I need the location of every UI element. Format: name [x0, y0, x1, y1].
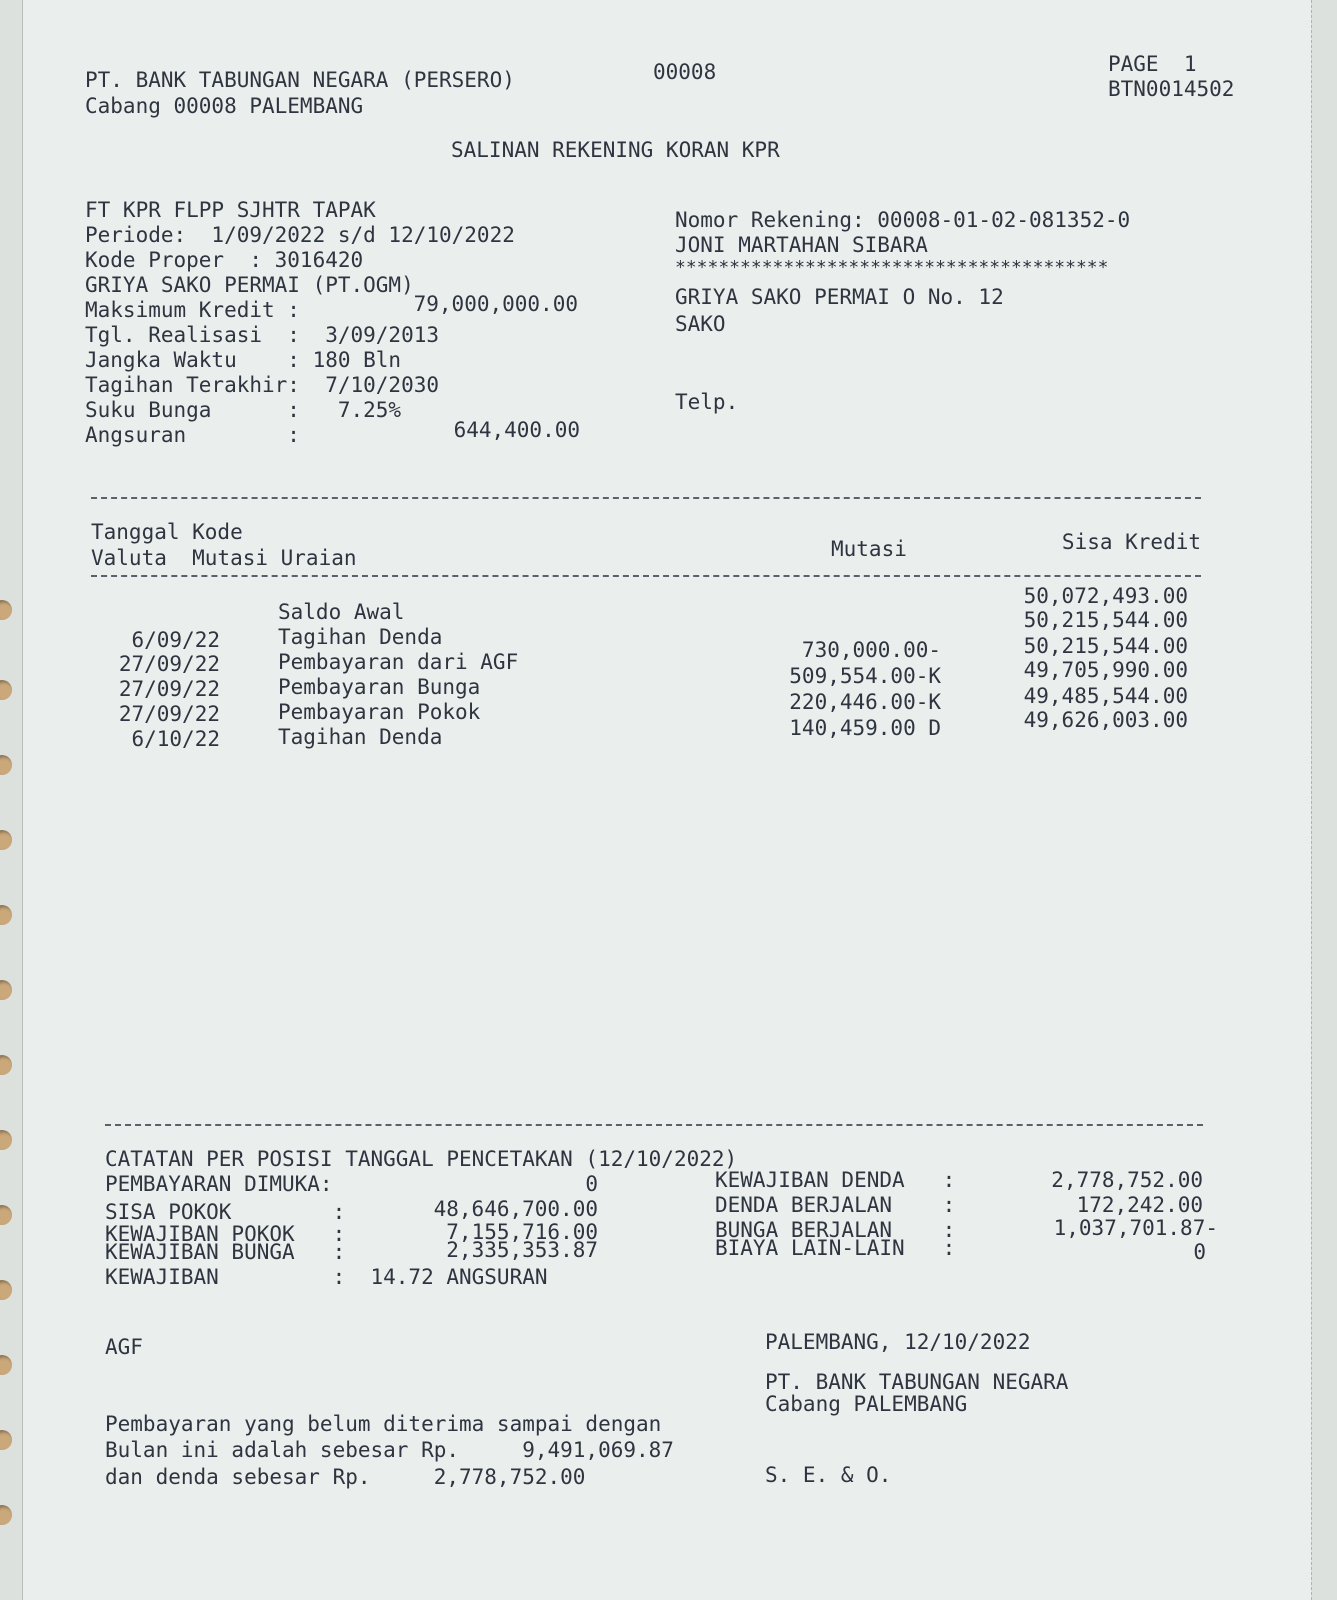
customer-name: JONI MARTAHAN SIBARA — [675, 233, 928, 257]
payment-note-3: dan denda sebesar Rp. 2,778,752.00 — [105, 1465, 586, 1489]
place-date: PALEMBANG, 12/10/2022 — [765, 1330, 1031, 1354]
row-description: Pembayaran Pokok — [278, 700, 481, 724]
seo-note: S. E. & O. — [765, 1463, 892, 1487]
row-mutasi: 220,446.00-K — [789, 690, 941, 714]
summary-value: 172,242.00 — [1076, 1193, 1203, 1217]
feed-hole — [0, 755, 12, 775]
kode-proper: Kode Proper : 3016420 — [85, 248, 364, 272]
last-bill: Tagihan Terakhir: 7/10/2030 — [85, 373, 440, 397]
feed-hole — [0, 1430, 12, 1450]
feed-hole — [0, 600, 12, 620]
developer: GRIYA SAKO PERMAI (PT.OGM) — [85, 273, 414, 297]
row-date: 27/09/22 — [118, 702, 220, 726]
summary-title: CATATAN PER POSISI TANGGAL PENCETAKAN (12/10/2022) — [105, 1147, 738, 1171]
feed-hole — [0, 980, 12, 1000]
product-name: FT KPR FLPP SJHTR TAPAK — [85, 198, 376, 222]
row-date: 6/10/22 — [131, 727, 220, 751]
feed-hole — [0, 1055, 12, 1075]
opening-balance: 50,072,493.00 — [1023, 584, 1188, 608]
feed-hole — [0, 905, 12, 925]
page-title: SALINAN REKENING KORAN KPR — [451, 138, 780, 162]
feed-hole — [0, 1205, 12, 1225]
summary-value: 0 — [585, 1172, 598, 1196]
page-number: PAGE 1 — [1108, 52, 1197, 76]
row-date: 27/09/22 — [118, 677, 220, 701]
divider — [91, 497, 1201, 499]
row-balance: 50,215,544.00 — [1023, 608, 1188, 632]
header-tanggal: Tanggal Kode — [91, 520, 243, 544]
header-valuta: Valuta Mutasi Uraian — [91, 546, 357, 570]
summary-value: 1,037,701.87- — [1053, 1216, 1218, 1240]
summary-label: SISA POKOK : — [105, 1200, 346, 1224]
realization-date: Tgl. Realisasi : 3/09/2013 — [85, 323, 440, 347]
branch-code: 00008 — [653, 60, 717, 84]
row-balance: 49,485,544.00 — [1023, 684, 1188, 708]
summary-value: 0 — [1193, 1240, 1206, 1264]
max-credit-value: 79,000,000.00 — [413, 292, 578, 316]
statement-paper — [22, 0, 1314, 1600]
summary-divider — [105, 1124, 1203, 1126]
row-description: Pembayaran Bunga — [278, 675, 481, 699]
row-date: 6/09/22 — [131, 628, 220, 652]
feed-hole — [0, 830, 12, 850]
installment-value: 644,400.00 — [453, 418, 580, 442]
summary-value: 2,335,353.87 — [446, 1238, 598, 1262]
agf-label: AGF — [105, 1335, 143, 1359]
row-mutasi: 140,459.00 D — [789, 716, 941, 740]
payment-note-1: Pembayaran yang belum diterima sampai dengan — [105, 1412, 662, 1436]
bank-name: PT. BANK TABUNGAN NEGARA (PERSERO) — [85, 68, 515, 92]
row-balance: 49,626,003.00 — [1023, 708, 1188, 732]
branch-name: Cabang 00008 PALEMBANG — [85, 94, 364, 118]
summary-kewajiban: KEWAJIBAN : 14.72 ANGSURAN — [105, 1265, 548, 1289]
row-balance: 49,705,990.00 — [1023, 658, 1188, 682]
summary-label: KEWAJIBAN BUNGA : — [105, 1240, 346, 1264]
header-sisa-kredit: Sisa Kredit — [1061, 530, 1201, 554]
bank-signature-line-1: PT. BANK TABUNGAN NEGARA — [765, 1370, 1069, 1394]
header-mutasi: Mutasi — [831, 537, 907, 561]
row-balance: 50,215,544.00 — [1023, 634, 1188, 658]
document-id: BTN0014502 — [1108, 77, 1235, 101]
summary-label: BIAYA LAIN-LAIN : — [715, 1236, 956, 1260]
feed-hole — [0, 1130, 12, 1150]
masked-line: **************************************** — [675, 257, 1109, 278]
feed-hole — [0, 680, 12, 700]
row-mutasi: 730,000.00- — [801, 638, 941, 662]
tractor-feed-right — [1311, 0, 1337, 1600]
row-description: Tagihan Denda — [278, 725, 443, 749]
summary-value: 7,155,716.00 — [446, 1220, 598, 1244]
period: Periode: 1/09/2022 s/d 12/10/2022 — [85, 223, 515, 247]
header-divider — [91, 575, 1201, 577]
term: Jangka Waktu : 180 Bln — [85, 348, 402, 372]
row-description: Tagihan Denda — [278, 625, 443, 649]
summary-value: 2,778,752.00 — [1051, 1168, 1203, 1192]
row-mutasi: 509,554.00-K — [789, 664, 941, 688]
feed-hole — [0, 1355, 12, 1375]
phone-label: Telp. — [675, 390, 739, 414]
bank-signature-line-2: Cabang PALEMBANG — [765, 1392, 968, 1416]
feed-hole — [0, 1280, 12, 1300]
address-line-1: GRIYA SAKO PERMAI O No. 12 — [675, 285, 1004, 309]
row-description: Saldo Awal — [278, 600, 405, 624]
summary-label: KEWAJIBAN POKOK : — [105, 1222, 346, 1246]
summary-label: BUNGA BERJALAN : — [715, 1218, 956, 1242]
tractor-feed-left — [0, 0, 22, 1600]
address-line-2: SAKO — [675, 312, 726, 336]
payment-note-2: Bulan ini adalah sebesar Rp. 9,491,069.87 — [105, 1438, 674, 1462]
row-description: Pembayaran dari AGF — [278, 650, 519, 674]
installment-label: Angsuran : — [85, 423, 300, 447]
feed-hole — [0, 1505, 12, 1525]
summary-label: DENDA BERJALAN : — [715, 1193, 956, 1217]
summary-value: 48,646,700.00 — [433, 1197, 598, 1221]
summary-label: KEWAJIBAN DENDA : — [715, 1168, 956, 1192]
summary-label: PEMBAYARAN DIMUKA: — [105, 1172, 333, 1196]
max-credit-label: Maksimum Kredit : — [85, 298, 300, 322]
row-date: 27/09/22 — [118, 652, 220, 676]
interest-rate: Suku Bunga : 7.25% — [85, 398, 402, 422]
account-number: Nomor Rekening: 00008-01-02-081352-0 — [675, 208, 1131, 232]
